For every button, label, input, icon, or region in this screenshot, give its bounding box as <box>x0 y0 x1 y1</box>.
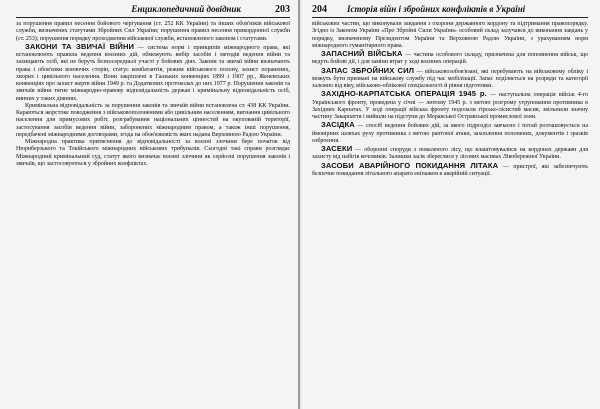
page-gutter <box>298 0 300 409</box>
left-page-header <box>16 4 290 18</box>
left-paragraph-text: — система норм і принципів міжнародного права, які встановлюють правила ведення воєнних дій, обмежують вибір засобів і методів ведення війни та захищають осіб, які не беруть безпосередньої участі у бойових діях. Закони та звичаї війни визначають права і обов'язки воюючих сторін, статус комбатантів, режим військового полону, захист поранених, хворих і цивільного населення. Вони закріплені в Гаазьких конвенціях 1899 і 1907 рр., Женевських конвенціях про захист жертв війни 1949 р. та Додаткових протоколах до них 1977 р. Порушення законів та звичаїв війни тягне міжнародно-правову відповідальність держав і кримінальну відповідальність осіб, винних у таких діяннях. <box>16 44 290 102</box>
right-paragraph-text: — військовозобов'язані, які перебувають на військовому обліку і можуть бути призвані на військову службу під час мобілізації. Запас поділяється на розряди та категорії залежно від віку, військово-облікової спеціальності й рівня підготовки. <box>312 68 588 89</box>
right-entry-heading: ЗАПАСНИЙ ВІЙСЬКА <box>321 49 403 58</box>
right-entry-heading: ЗАСЕКИ <box>321 144 353 153</box>
right-paragraph-text: — пристрої, які забезпечують безпечне покидання літального апарата екіпажем в аварійній ситуації. <box>312 163 588 177</box>
right-paragraph <box>312 50 588 67</box>
left-entry-heading: ЗАКОНИ ТА ЗВИЧАЇ ВІЙНИ <box>25 41 135 51</box>
left-paragraph-text: Міжнародна практика притягнення до відповідальності за воєнні злочини бере початок від Нюрнберзького та Токійського міжнародних військових трибуналів. Сьогодні такі справи розглядає Міжнародний кримінальний суд, статут якого визначає воєнні злочини як серйозні порушення законів і звичаїв, що застосовуються у збройних конфліктах. <box>16 139 290 167</box>
left-paragraph-text: Кримінальна відповідальність за порушення законів та звичаїв війни встановлена ст. 438 КК України. Караються жорстоке поводження з військовополоненими або цивільним населенням, вигнання цивільного населення для примусових робіт, розграбування національних цінностей на окупованій території, застосування засобів ведення війни, заборонених міжнародним правом, а також інші порушення, передбачені міжнародними договорами, згода на обов'язковість яких надана Верховною Радою України. <box>16 102 290 138</box>
right-paragraph <box>312 21 588 50</box>
right-paragraph <box>312 145 588 162</box>
left-header-title: Енциклопедичний довідник <box>131 4 241 14</box>
right-page-text <box>312 21 588 178</box>
right-paragraph <box>312 121 588 145</box>
right-header-title: Історія війн і збройних конфліктів в Україні <box>347 4 526 14</box>
left-paragraph <box>16 139 290 168</box>
left-page-text <box>16 21 290 168</box>
right-page <box>302 0 600 409</box>
right-paragraph <box>312 67 588 91</box>
right-paragraph <box>312 90 588 121</box>
right-entry-heading: ЗАХІДНО-КАРПАТСЬКА ОПЕРАЦІЯ 1945 р. <box>321 89 487 99</box>
right-entry-heading: ЗАПАС ЗБРОЙНИХ СИЛ <box>321 65 415 75</box>
left-paragraph-text: за порушення правил несення бойового чергування (ст. 252 КК України) та інших обов'язків військової служби, визначених статутами Збройних Сил України; порушення правил несення прикордонної служби (ст. 253); порушення порядку проходження військової служби, встановленого законом і статутами. <box>16 21 290 42</box>
left-page-number: 203 <box>275 4 290 15</box>
right-entry-heading: ЗАСОБИ АВАРІЙНОГО ПОКИДАННЯ ЛІТАКА <box>321 160 499 170</box>
right-paragraph-text: — оборонні споруди з поваленого лісу, що влаштовувалися на кордонах держави для захисту від набігів кочовиків. Залишки засік збереглися у лісових масивах Лівобережної України. <box>312 147 588 161</box>
right-page-number: 204 <box>312 4 327 15</box>
left-paragraph <box>16 43 290 103</box>
left-page <box>0 0 298 409</box>
right-paragraph-text: військових частин, що виконували завдання з охорони державного кордону та підтримання правопорядку. Згідно із Законом України «Про Збройні Сили України» особовий склад залучався до виконання завдань у порядку, визначеному Президентом України та Верховною Радою України, з урахуванням норм міжнародного гуманітарного права. <box>312 21 588 49</box>
left-paragraph <box>16 103 290 139</box>
right-paragraph-text: — частина особового складу, призначена для поповнення військ, що ведуть бойові дії, і для заміни втрат у ході воєнних операцій. <box>312 52 588 66</box>
right-page-header <box>312 4 588 18</box>
left-paragraph <box>16 21 290 43</box>
right-paragraph-text: — наступальна операція військ 4-го Українського фронту, проведена у січні — лютому 1945 р. з метою розгрому угруповання противника в Західних Карпатах. У ході операції війська фронту подолали гірсько-лісистий масив, звільнили значну частину Закарпаття і вийшли на підступи до Моравської Остравської промислової зони. <box>312 92 588 120</box>
right-paragraph-text: — спосіб ведення бойових дій, за якого підрозділ завчасно і потай розташовується на ймовірних шляхах руху противника з метою раптової атаки, захоплення полонених, документів і зразків озброєння. <box>312 123 588 144</box>
right-entry-heading: ЗАСІДКА <box>321 120 355 130</box>
right-paragraph <box>312 162 588 179</box>
